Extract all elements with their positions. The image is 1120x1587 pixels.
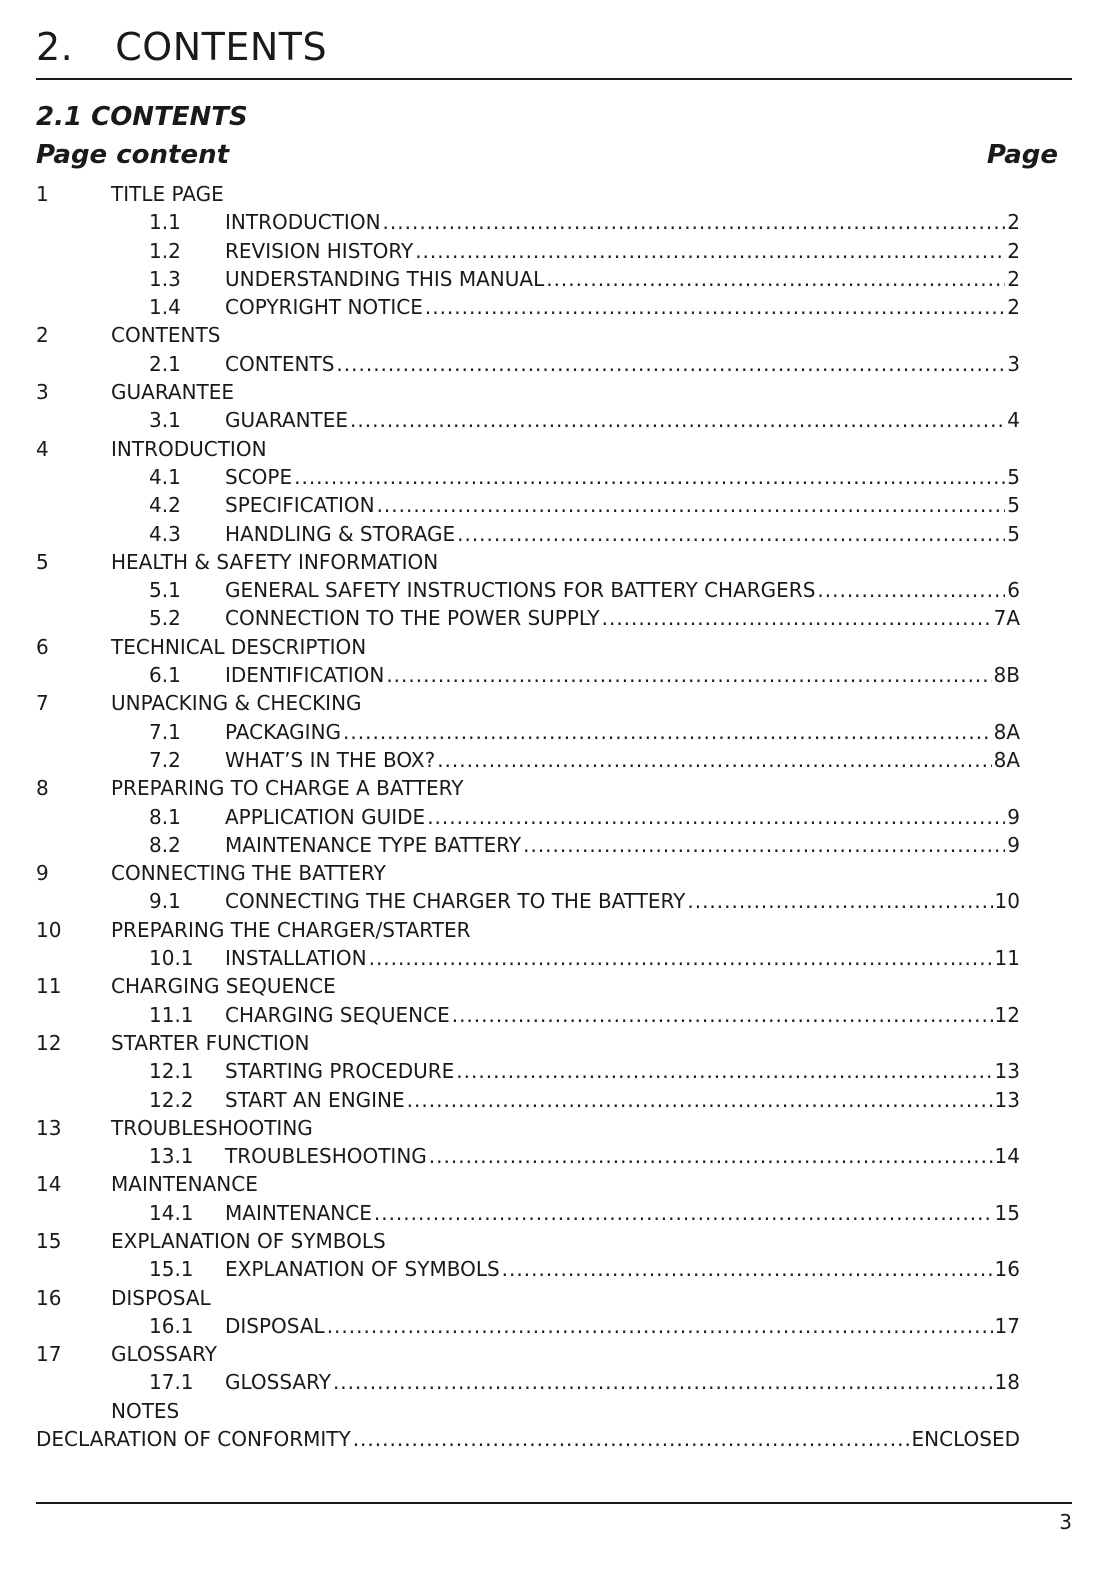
chapter-title: TROUBLESHOOTING — [111, 1115, 313, 1140]
entry-number: 5.2 — [149, 606, 181, 631]
entry-page: 5 — [1007, 521, 1020, 546]
entry-page: 13 — [994, 1059, 1020, 1084]
toc-entry-row — [36, 265, 1020, 293]
entry-page: 6 — [1007, 578, 1020, 603]
toc-entry-row — [36, 1086, 1020, 1114]
dot-leader — [294, 463, 1005, 491]
toc-entry-row — [36, 1312, 1020, 1340]
entry-number: 11.1 — [149, 1002, 194, 1027]
entry-title: TROUBLESHOOTING — [225, 1144, 427, 1169]
entry-title: EXPLANATION OF SYMBOLS — [225, 1257, 500, 1282]
entry-title: APPLICATION GUIDE — [225, 804, 426, 829]
toc-entry-row — [36, 293, 1020, 321]
entry-title: CHARGING SEQUENCE — [225, 1002, 450, 1027]
entry-number: 16.1 — [149, 1313, 194, 1338]
entry-title: CONNECTING THE CHARGER TO THE BATTERY — [225, 889, 686, 914]
entry-title: DISPOSAL — [225, 1313, 325, 1338]
toc-chapter-row — [36, 1227, 1020, 1255]
chapter-title: EXPLANATION OF SYMBOLS — [111, 1228, 386, 1253]
entry-title: CONTENTS — [225, 351, 335, 376]
dot-leader — [369, 944, 993, 972]
dot-leader — [333, 1368, 993, 1396]
entry-page: 5 — [1007, 464, 1020, 489]
entry-title: WHAT’S IN THE BOX? — [225, 747, 436, 772]
dot-leader — [452, 1001, 993, 1029]
entry-number: 1.3 — [149, 266, 181, 291]
entry-number: 1.1 — [149, 210, 181, 235]
entry-page: 8B — [993, 663, 1020, 688]
entry-page: 7A — [993, 606, 1020, 631]
dot-leader — [350, 406, 1005, 434]
final-entry-title: DECLARATION OF CONFORMITY — [36, 1427, 351, 1452]
chapter-title: UNPACKING & CHECKING — [111, 691, 362, 716]
footer-divider — [36, 1502, 1072, 1504]
entry-page: 17 — [994, 1313, 1020, 1338]
chapter-number: 10 — [36, 917, 62, 942]
entry-title: PACKAGING — [225, 719, 342, 744]
table-of-contents — [36, 180, 1020, 1453]
entry-page: 8A — [993, 719, 1020, 744]
page-header — [36, 25, 328, 69]
toc-entry-row — [36, 803, 1020, 831]
dot-leader — [457, 520, 1005, 548]
entry-page: 2 — [1007, 238, 1020, 263]
toc-entry-row — [36, 208, 1020, 236]
entry-number: 12.2 — [149, 1087, 194, 1112]
entry-page: 5 — [1007, 493, 1020, 518]
entry-number: 12.1 — [149, 1059, 194, 1084]
toc-entry-row — [36, 237, 1020, 265]
chapter-title: CONTENTS — [111, 323, 221, 348]
dot-leader — [429, 1142, 993, 1170]
entry-page: 4 — [1007, 408, 1020, 433]
chapter-title: DISPOSAL — [111, 1285, 211, 1310]
dot-leader — [437, 746, 991, 774]
toc-entry-row — [36, 944, 1020, 972]
entry-page: 15 — [994, 1200, 1020, 1225]
entry-number: 9.1 — [149, 889, 181, 914]
toc-chapter-row — [36, 774, 1020, 802]
toc-entry-row — [36, 463, 1020, 491]
entry-number: 5.1 — [149, 578, 181, 603]
toc-entry-row — [36, 661, 1020, 689]
entry-number: 15.1 — [149, 1257, 194, 1282]
header-divider — [36, 78, 1072, 80]
toc-chapter-row — [36, 1397, 1020, 1425]
dot-leader — [602, 604, 992, 632]
toc-chapter-row — [36, 1029, 1020, 1057]
toc-entry-row — [36, 1255, 1020, 1283]
chapter-number: 11 — [36, 974, 62, 999]
chapter-number: 14 — [36, 1172, 62, 1197]
toc-chapter-row — [36, 689, 1020, 717]
chapter-number: 8 — [36, 776, 49, 801]
entry-page: 8A — [993, 747, 1020, 772]
toc-chapter-row — [36, 859, 1020, 887]
entry-title: GENERAL SAFETY INSTRUCTIONS FOR BATTERY CHARGERS — [225, 578, 816, 603]
entry-number: 8.1 — [149, 804, 181, 829]
chapter-title: GUARANTEE — [111, 380, 235, 405]
toc-chapter-row — [36, 972, 1020, 1000]
entry-number: 4.3 — [149, 521, 181, 546]
toc-entry-row — [36, 1001, 1020, 1029]
entry-title: REVISION HISTORY — [225, 238, 414, 263]
toc-entry-row — [36, 491, 1020, 519]
chapter-number: 13 — [36, 1115, 62, 1140]
entry-title: INTRODUCTION — [225, 210, 381, 235]
toc-entry-row — [36, 604, 1020, 632]
chapter-title: PREPARING TO CHARGE A BATTERY — [111, 776, 464, 801]
toc-chapter-row — [36, 378, 1020, 406]
dot-leader — [415, 237, 1005, 265]
column-headers — [36, 142, 1058, 168]
chapter-title: GLOSSARY — [111, 1342, 217, 1367]
entry-title: MAINTENANCE TYPE BATTERY — [225, 832, 522, 857]
toc-entry-row — [36, 831, 1020, 859]
chapter-number: 6 — [36, 634, 49, 659]
toc-entry-row — [36, 406, 1020, 434]
toc-chapter-row — [36, 180, 1020, 208]
chapter-number: 12 — [36, 1030, 62, 1055]
entry-number: 4.2 — [149, 493, 181, 518]
entry-title: SPECIFICATION — [225, 493, 375, 518]
entry-title: HANDLING & STORAGE — [225, 521, 456, 546]
chapter-title: MAINTENANCE — [111, 1172, 258, 1197]
entry-number: 1.2 — [149, 238, 181, 263]
entry-number: 17.1 — [149, 1370, 194, 1395]
chapter-title: TITLE PAGE — [111, 182, 224, 206]
column-header-page: Page — [986, 140, 1058, 170]
toc-final-row — [36, 1425, 1020, 1453]
entry-title: COPYRIGHT NOTICE — [225, 295, 423, 320]
toc-chapter-row — [36, 1284, 1020, 1312]
toc-chapter-row — [36, 548, 1020, 576]
entry-page: 16 — [994, 1257, 1020, 1282]
entry-title: CONNECTION TO THE POWER SUPPLY — [225, 606, 600, 631]
toc-entry-row — [36, 1199, 1020, 1227]
dot-leader — [427, 803, 1005, 831]
chapter-title: STARTER FUNCTION — [111, 1030, 310, 1055]
chapter-title: NOTES — [111, 1398, 180, 1423]
dot-leader — [425, 293, 1005, 321]
entry-number: 7.2 — [149, 747, 181, 772]
toc-entry-row — [36, 887, 1020, 915]
toc-entry-row — [36, 1057, 1020, 1085]
entry-page: 3 — [1007, 351, 1020, 376]
dot-leader — [546, 265, 1005, 293]
dot-leader — [353, 1425, 910, 1453]
dot-leader — [817, 576, 1005, 604]
chapter-number: 1 — [36, 182, 49, 206]
entry-title: GUARANTEE — [225, 408, 349, 433]
entry-number: 8.2 — [149, 832, 181, 857]
toc-entry-row — [36, 746, 1020, 774]
toc-chapter-row — [36, 321, 1020, 349]
dot-leader — [407, 1086, 993, 1114]
dot-leader — [377, 491, 1006, 519]
toc-entry-row — [36, 576, 1020, 604]
chapter-title: PREPARING THE CHARGER/STARTER — [111, 917, 471, 942]
entry-title: SCOPE — [225, 464, 293, 489]
header-title: CONTENTS — [115, 25, 328, 69]
entry-number: 2.1 — [149, 351, 181, 376]
entry-title: INSTALLATION — [225, 946, 367, 971]
toc-chapter-row — [36, 633, 1020, 661]
entry-page: 13 — [994, 1087, 1020, 1112]
entry-number: 10.1 — [149, 946, 194, 971]
entry-number: 13.1 — [149, 1144, 194, 1169]
dot-leader — [383, 208, 1006, 236]
entry-page: 2 — [1007, 295, 1020, 320]
entry-title: START AN ENGINE — [225, 1087, 405, 1112]
entry-title: UNDERSTANDING THIS MANUAL — [225, 266, 545, 291]
entry-page: 9 — [1007, 804, 1020, 829]
dot-leader — [386, 661, 991, 689]
final-entry-page: ENCLOSED — [911, 1427, 1020, 1452]
toc-chapter-row — [36, 435, 1020, 463]
toc-chapter-row — [36, 1340, 1020, 1368]
dot-leader — [327, 1312, 993, 1340]
chapter-number: 7 — [36, 691, 49, 716]
entry-page: 11 — [994, 946, 1020, 971]
dot-leader — [343, 718, 992, 746]
chapter-number: 15 — [36, 1228, 62, 1253]
toc-entry-row — [36, 1368, 1020, 1396]
entry-number: 3.1 — [149, 408, 181, 433]
dot-leader — [336, 350, 1005, 378]
section-title: 2.1 CONTENTS — [36, 102, 248, 132]
entry-page: 18 — [994, 1370, 1020, 1395]
chapter-title: INTRODUCTION — [111, 436, 267, 461]
entry-title: MAINTENANCE — [225, 1200, 372, 1225]
toc-chapter-row — [36, 916, 1020, 944]
entry-title: STARTING PROCEDURE — [225, 1059, 455, 1084]
chapter-title: TECHNICAL DESCRIPTION — [111, 634, 367, 659]
entry-page: 2 — [1007, 210, 1020, 235]
chapter-number: 9 — [36, 861, 49, 886]
chapter-title: CHARGING SEQUENCE — [111, 974, 336, 999]
page-number: 3 — [1059, 1510, 1072, 1534]
header-number: 2. — [36, 25, 74, 69]
entry-number: 6.1 — [149, 663, 181, 688]
entry-title: GLOSSARY — [225, 1370, 331, 1395]
toc-entry-row — [36, 520, 1020, 548]
chapter-number: 3 — [36, 380, 49, 405]
entry-number: 4.1 — [149, 464, 181, 489]
toc-chapter-row — [36, 1170, 1020, 1198]
entry-page: 10 — [994, 889, 1020, 914]
dot-leader — [687, 887, 992, 915]
chapter-number: 16 — [36, 1285, 62, 1310]
entry-page: 12 — [994, 1002, 1020, 1027]
entry-page: 9 — [1007, 832, 1020, 857]
column-header-content: Page content — [36, 140, 230, 170]
toc-entry-row — [36, 350, 1020, 378]
dot-leader — [374, 1199, 993, 1227]
chapter-title: CONNECTING THE BATTERY — [111, 861, 386, 886]
entry-number: 7.1 — [149, 719, 181, 744]
chapter-title: HEALTH & SAFETY INFORMATION — [111, 549, 439, 574]
entry-title: IDENTIFICATION — [225, 663, 385, 688]
chapter-number: 2 — [36, 323, 49, 348]
entry-number: 14.1 — [149, 1200, 194, 1225]
dot-leader — [523, 831, 1005, 859]
entry-page: 14 — [994, 1144, 1020, 1169]
dot-leader — [502, 1255, 993, 1283]
toc-entry-row — [36, 1142, 1020, 1170]
toc-entry-row — [36, 718, 1020, 746]
chapter-number: 17 — [36, 1342, 62, 1367]
dot-leader — [456, 1057, 992, 1085]
toc-chapter-row — [36, 1114, 1020, 1142]
chapter-number: 5 — [36, 549, 49, 574]
entry-page: 2 — [1007, 266, 1020, 291]
chapter-number: 4 — [36, 436, 49, 461]
entry-number: 1.4 — [149, 295, 181, 320]
